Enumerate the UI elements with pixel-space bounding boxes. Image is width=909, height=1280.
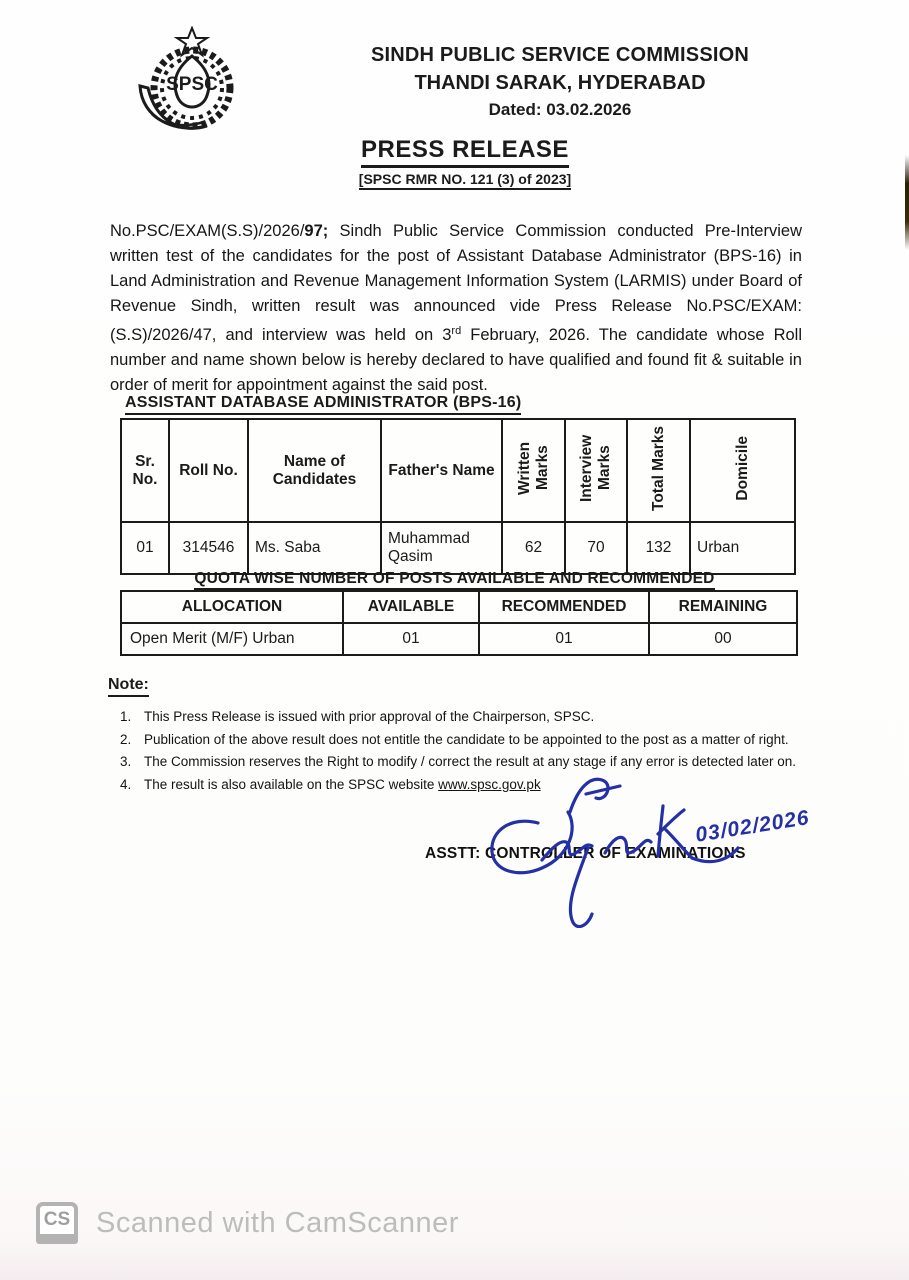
spsc-website-link: www.spsc.gov.pk [438, 776, 541, 792]
org-name: SINDH PUBLIC SERVICE COMMISSION [370, 44, 750, 66]
cell-written-marks: 62 [502, 522, 565, 574]
note-text-prefix: The result is also available on the SPSC website [144, 776, 439, 792]
cell-domicile: Urban [690, 522, 795, 574]
note-text: Publication of the above result does not entitle the candidate to be appointed to the post as a matter of right. [144, 731, 789, 747]
note-text: This Press Release is issued with prior approval of the Chairperson, SPSC. [144, 709, 595, 724]
ref-number-prefix: No.PSC/EXAM(S.S)/2026/ [110, 221, 305, 240]
cell-roll-no: 314546 [169, 522, 248, 574]
col-header-recommended: RECOMMENDED [479, 591, 649, 623]
note-number: 4. [120, 776, 132, 792]
note-number: 1. [120, 709, 132, 724]
col-header-remaining: REMAINING [649, 591, 797, 623]
press-release-body [110, 219, 802, 398]
cell-father-name: Muhammad Qasim [381, 522, 502, 574]
body-text-b: February, 2026. The candidate whose Roll number and name shown below is hereby declared to have qualified and found fit & suitable in order of merit for appointment against the said post. [110, 325, 802, 394]
body-text-a: Sindh Public Service Commission conducted Pre-Interview written test of the candidates for the post of Assistant Database Administrator (BPS-16) in Land Administration and Revenue Management Information System (LARMIS) under Board of Revenue Sindh, written result was announced vide Press Release No.PSC/EXAM:(S.S)/2026/47, and interview was held on 3 [110, 221, 802, 344]
note-number: 2. [120, 731, 132, 747]
press-release-heading [0, 136, 909, 187]
col-header-name: Name of Candidates [248, 419, 381, 522]
cell-name: Ms. Saba [248, 522, 381, 574]
col-header-sr-no: Sr. No. [121, 419, 169, 522]
cell-interview-marks: 70 [565, 522, 627, 574]
col-header-domicile: Domicile [690, 419, 795, 522]
camscanner-icon: CS [36, 1202, 78, 1244]
ordinal-suffix: rd [451, 324, 462, 337]
cell-allocation: Open Merit (M/F) Urban [121, 623, 343, 655]
col-header-interview-marks: Interview Marks [565, 419, 627, 522]
press-release-title: PRESS RELEASE [361, 136, 569, 168]
dated-line: Dated: 03.02.2026 [488, 100, 632, 119]
col-header-roll-no: Roll No. [169, 419, 248, 522]
result-table [120, 418, 796, 575]
quota-table [120, 590, 798, 656]
quota-table-header-row [121, 591, 797, 623]
scan-edge-artifact [905, 155, 909, 250]
signature-block [420, 768, 880, 928]
note-text: The Commission reserves the Right to modify / correct the result at any stage if any error is detected later on. [144, 754, 797, 769]
quota-table-title-wrap [0, 570, 909, 588]
note-number: 3. [120, 754, 132, 769]
signature-ink [420, 768, 880, 928]
camscanner-footer [36, 1202, 459, 1244]
rmr-reference: [SPSC RMR NO. 121 (3) of 2023] [359, 171, 571, 190]
cell-recommended: 01 [479, 623, 649, 655]
cell-available: 01 [343, 623, 479, 655]
col-header-written-marks: Written Marks [502, 419, 565, 522]
col-header-father-name: Father's Name [381, 419, 502, 522]
cell-remaining: 00 [649, 623, 797, 655]
quota-table-title: QUOTA WISE NUMBER OF POSTS AVAILABLE AND RECOMMENDED [194, 570, 714, 590]
cell-total-marks: 132 [627, 522, 690, 574]
result-table-row [121, 522, 795, 574]
camscanner-text: Scanned with CamScanner [96, 1206, 459, 1239]
signatory-designation: ASSTT: CONTROLLER OF EXAMINATIONS [425, 845, 746, 862]
cell-sr-no: 01 [121, 522, 169, 574]
note-item-2 [120, 731, 820, 748]
letterhead [280, 44, 840, 120]
org-address: THANDI SARAK, HYDERABAD [414, 72, 706, 94]
ref-number-bold: 97; [304, 221, 329, 240]
logo-text: SPSC [166, 74, 218, 95]
note-item-1 [120, 708, 820, 725]
col-header-available: AVAILABLE [343, 591, 479, 623]
quota-table-row [121, 623, 797, 655]
result-table-header-row [121, 419, 795, 522]
col-header-allocation: ALLOCATION [121, 591, 343, 623]
note-heading: Note: [108, 676, 149, 697]
col-header-total-marks: Total Marks [627, 419, 690, 522]
signature-date: 03/02/2026 [693, 806, 812, 847]
spsc-logo [122, 26, 262, 136]
result-table-title: ASSISTANT DATABASE ADMINISTRATOR (BPS-16) [125, 394, 521, 415]
